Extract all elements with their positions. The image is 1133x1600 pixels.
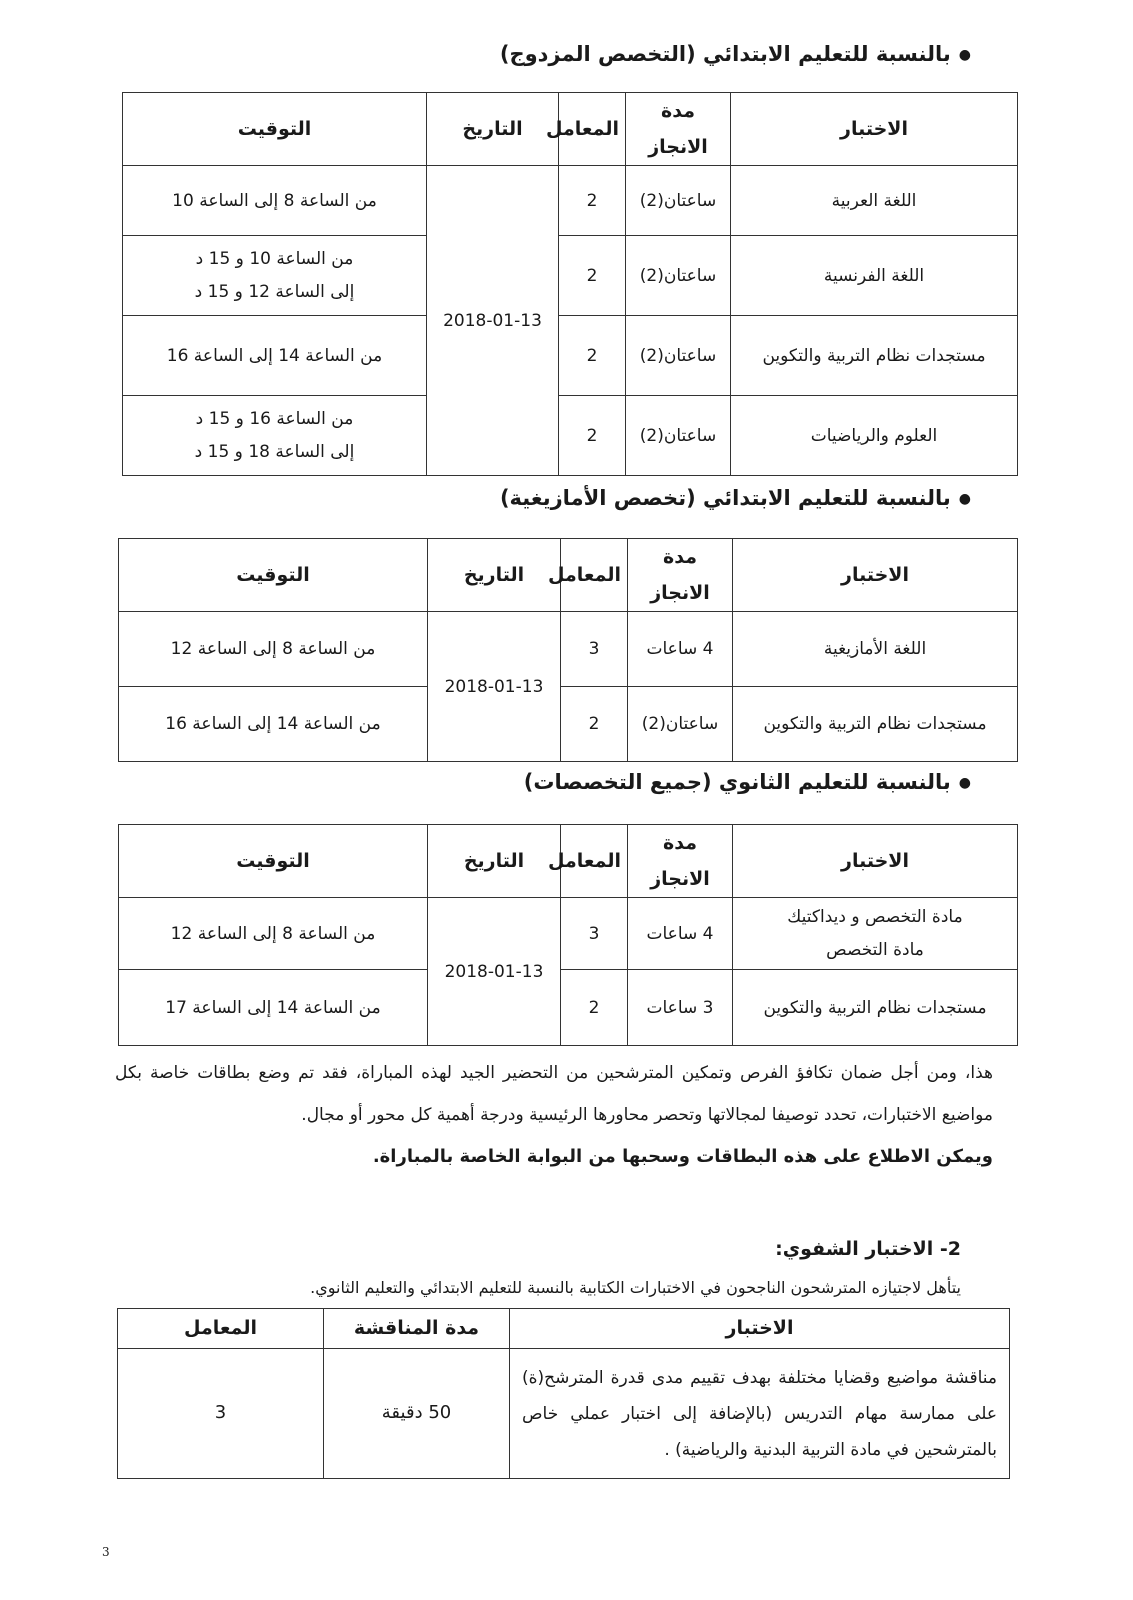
cell-timing: من الساعة 8 إلى الساعة 12 xyxy=(119,612,428,687)
oral-exam-table xyxy=(117,1308,1010,1479)
header-test: الاختبار xyxy=(733,825,1018,898)
header-test: الاختبار xyxy=(731,93,1018,166)
cell-coef: 2 xyxy=(559,316,626,396)
table-row xyxy=(119,898,1018,970)
bullet-icon: ● xyxy=(958,775,971,791)
header-date: التاريخ xyxy=(428,825,561,898)
section-heading-primary-dual: ●بالنسبة للتعليم الابتدائي (التخصص المزدوج) xyxy=(499,42,971,66)
cell-timing: من الساعة 16 و 15 د إلى الساعة 18 و 15 د xyxy=(123,396,427,476)
bullet-icon: ● xyxy=(958,491,971,507)
cell-date: 2018-01-13 xyxy=(428,898,561,1046)
header-date: التاريخ xyxy=(428,539,561,612)
cell-date: 2018-01-13 xyxy=(428,612,561,762)
page-number: 3 xyxy=(102,1545,110,1559)
cell-duration: 4 ساعات xyxy=(628,612,733,687)
cell-test: العلوم والرياضيات xyxy=(731,396,1018,476)
cell-date: 2018-01-13 xyxy=(427,166,559,476)
table-row xyxy=(119,687,1018,762)
cell-coef: 2 xyxy=(559,236,626,316)
cell-coef: 2 xyxy=(561,687,628,762)
header-timing: التوقيت xyxy=(123,93,427,166)
cell-test: مستجدات نظام التربية والتكوين xyxy=(733,687,1018,762)
cell-timing: من الساعة 8 إلى الساعة 12 xyxy=(119,898,428,970)
cell-duration: ساعتان(2) xyxy=(626,396,731,476)
table-row xyxy=(119,970,1018,1046)
header-timing: التوقيت xyxy=(119,539,428,612)
header-test: الاختبار xyxy=(733,539,1018,612)
cell-timing: من الساعة 8 إلى الساعة 10 xyxy=(123,166,427,236)
schedule-table-primary-amazigh xyxy=(118,538,1018,762)
info-paragraph: هذا، ومن أجل ضمان تكافؤ الفرص وتمكين المترشحين من التحضير الجيد لهذه المباراة، فقد تم وضع بطاقات خاصة بكل مواضيع الاختبارات، تحدد توصيفا لمجالاتها وتحصر محاورها الرئيسية ودرجة أهمية كل محور أو مجال. xyxy=(115,1063,993,1125)
header-duration: مدة الانجاز xyxy=(628,539,733,612)
cell-duration: 3 ساعات xyxy=(628,970,733,1046)
cell-coef: 3 xyxy=(118,1349,324,1479)
cell-timing: من الساعة 10 و 15 د إلى الساعة 12 و 15 د xyxy=(123,236,427,316)
header-coefficient: المعامل xyxy=(561,825,628,898)
cell-duration: ساعتان(2) xyxy=(628,687,733,762)
header-duration: مدة الانجاز xyxy=(628,825,733,898)
cell-duration: ساعتان(2) xyxy=(626,316,731,396)
bullet-icon: ● xyxy=(958,47,971,63)
section-heading-secondary: ●بالنسبة للتعليم الثانوي (جميع التخصصات) xyxy=(523,770,971,794)
cell-timing: من الساعة 14 إلى الساعة 16 xyxy=(119,687,428,762)
table-row xyxy=(123,316,1018,396)
cell-timing: من الساعة 14 إلى الساعة 17 xyxy=(119,970,428,1046)
cell-test: مستجدات نظام التربية والتكوين xyxy=(731,316,1018,396)
table-row xyxy=(123,166,1018,236)
table-row xyxy=(123,396,1018,476)
cell-test: مستجدات نظام التربية والتكوين xyxy=(733,970,1018,1046)
header-date: التاريخ xyxy=(427,93,559,166)
section-heading-primary-amazigh: ●بالنسبة للتعليم الابتدائي (تخصص الأمازيغية) xyxy=(499,486,971,510)
header-test: الاختبار xyxy=(510,1309,1010,1349)
table-row xyxy=(119,612,1018,687)
cell-duration: ساعتان(2) xyxy=(626,236,731,316)
header-duration: مدة الانجاز xyxy=(626,93,731,166)
info-paragraph-bold: ويمكن الاطلاع على هذه البطاقات وسحبها من البوابة الخاصة بالمباراة. xyxy=(372,1146,993,1167)
schedule-table-secondary xyxy=(118,824,1018,1046)
table-row xyxy=(123,236,1018,316)
cell-coef: 2 xyxy=(559,396,626,476)
cell-discussion: 50 دقيقة xyxy=(324,1349,510,1479)
cell-coef: 3 xyxy=(561,612,628,687)
table-row xyxy=(118,1349,1010,1479)
cell-coef: 3 xyxy=(561,898,628,970)
cell-test: مادة التخصص و ديداكتيك مادة التخصص xyxy=(733,898,1018,970)
cell-coef: 2 xyxy=(561,970,628,1046)
cell-coef: 2 xyxy=(559,166,626,236)
oral-exam-title: 2- الاختبار الشفوي: xyxy=(775,1238,961,1260)
cell-test: اللغة العربية xyxy=(731,166,1018,236)
cell-timing: من الساعة 14 إلى الساعة 16 xyxy=(123,316,427,396)
cell-test: اللغة الأمازيغية xyxy=(733,612,1018,687)
cell-duration: 4 ساعات xyxy=(628,898,733,970)
header-coefficient: المعامل xyxy=(561,539,628,612)
cell-test: اللغة الفرنسية xyxy=(731,236,1018,316)
header-coefficient: المعامل xyxy=(118,1309,324,1349)
header-timing: التوقيت xyxy=(119,825,428,898)
cell-test: مناقشة مواضيع وقضايا مختلفة بهدف تقييم مدى قدرة المترشح(ة) على ممارسة مهام التدريس (بالإضافة إلى اختبار عملي خاص بالمترشحين في مادة التربية البدنية والرياضية) . xyxy=(510,1349,1010,1479)
schedule-table-primary-dual xyxy=(122,92,1018,476)
oral-exam-note: يتأهل لاجتيازه المترشحون الناجحون في الاختبارات الكتابية بالنسبة للتعليم الابتدائي والتعليم الثانوي. xyxy=(310,1278,961,1297)
header-discussion: مدة المناقشة xyxy=(324,1309,510,1349)
cell-duration: ساعتان(2) xyxy=(626,166,731,236)
header-coefficient: المعامل xyxy=(559,93,626,166)
